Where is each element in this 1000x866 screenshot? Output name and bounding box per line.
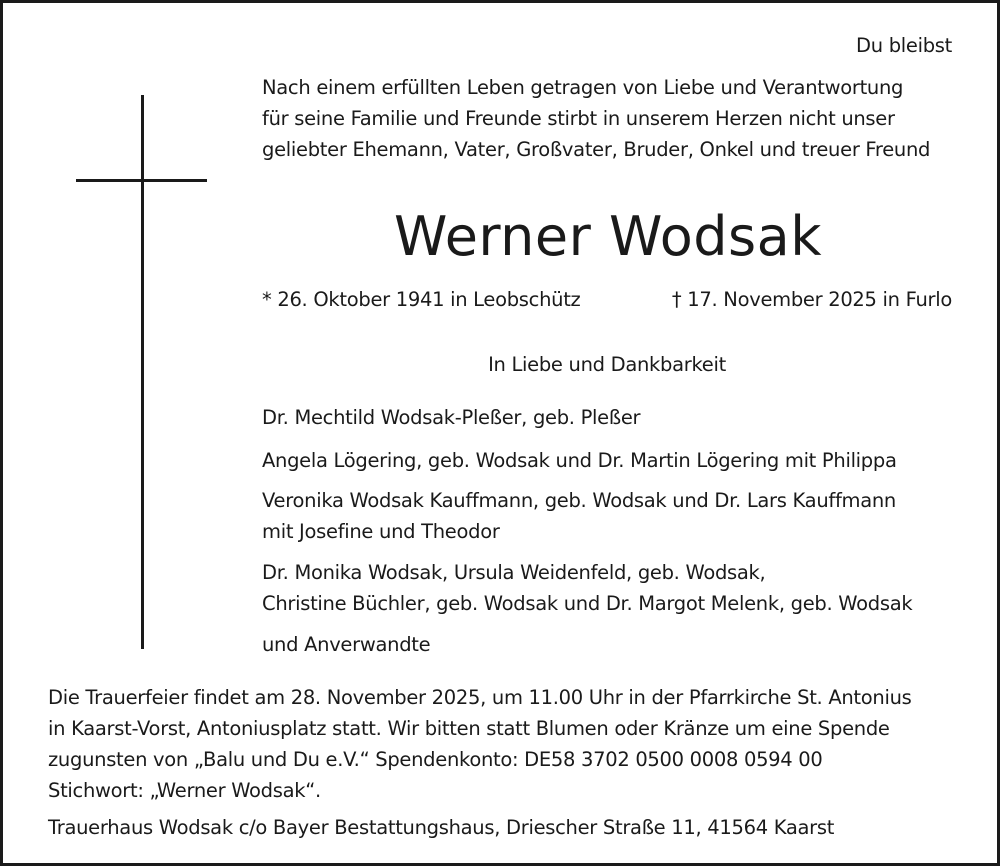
thanks-line: In Liebe und Dankbarkeit	[488, 353, 726, 376]
mourner-line: Veronika Wodsak Kauffmann, geb. Wodsak und Dr. Lars Kauffmann	[262, 489, 896, 512]
mourner-line: und Anverwandte	[262, 633, 431, 656]
funeral-line: zugunsten von „Balu und Du e.V.“ Spendenkonto: DE58 3702 0500 0008 0594 00	[48, 748, 823, 771]
mourner-entry	[262, 629, 430, 660]
mourner-line: Christine Büchler, geb. Wodsak und Dr. Margot Melenk, geb. Wodsak	[262, 592, 913, 615]
intro-line: Nach einem erfüllten Leben getragen von Liebe und Verantwortung	[262, 76, 904, 99]
funeral-line: Stichwort: „Werner Wodsak“.	[48, 779, 321, 802]
mourner-entry	[262, 402, 640, 433]
mourner-line: mit Josefine und Theodor	[262, 520, 500, 543]
intro-text	[262, 72, 930, 165]
contact-line: Trauerhaus Wodsak c/o Bayer Bestattungshaus, Driescher Straße 11, 41564 Kaarst	[48, 816, 835, 839]
mourner-entry	[262, 557, 912, 619]
mourner-entry	[262, 485, 896, 547]
motto: Du bleibst	[856, 34, 952, 57]
death-date: † 17. November 2025 in Furlo	[671, 288, 952, 311]
deceased-name: Werner Wodsak	[393, 205, 823, 268]
funeral-line: Die Trauerfeier findet am 28. November 2025, um 11.00 Uhr in der Pfarrkirche St. Antonius	[48, 686, 912, 709]
mourner-entry	[262, 445, 897, 476]
cross-icon-horizontal	[76, 179, 207, 182]
birth-date: * 26. Oktober 1941 in Leobschütz	[262, 288, 581, 311]
mourner-line: Dr. Mechtild Wodsak-Pleßer, geb. Pleßer	[262, 406, 641, 429]
mourner-line: Dr. Monika Wodsak, Ursula Weidenfeld, geb. Wodsak,	[262, 561, 766, 584]
funeral-line: in Kaarst-Vorst, Antoniusplatz statt. Wir bitten statt Blumen oder Kränze um eine Spende	[48, 717, 890, 740]
mourner-line: Angela Lögering, geb. Wodsak und Dr. Martin Lögering mit Philippa	[262, 449, 897, 472]
intro-line: für seine Familie und Freunde stirbt in unserem Herzen nicht unser	[262, 107, 895, 130]
funeral-notice	[48, 682, 912, 806]
intro-line: geliebter Ehemann, Vater, Großvater, Bruder, Onkel und treuer Freund	[262, 138, 931, 161]
